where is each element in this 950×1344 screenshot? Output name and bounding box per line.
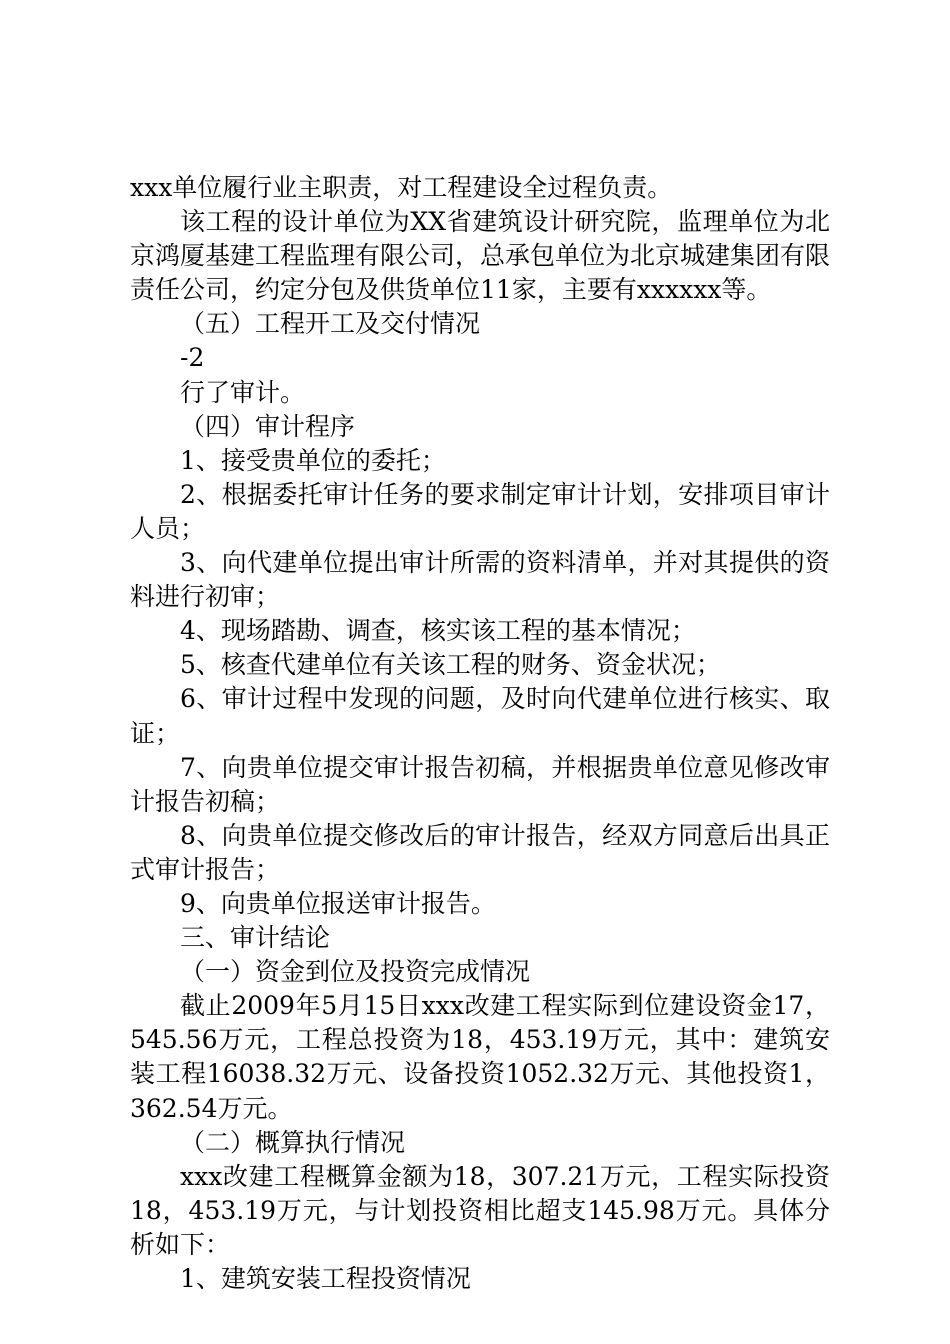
heading-budget-execution: （二）概算执行情况 (180, 1127, 406, 1157)
procedure-step-6: 6、审计过程中发现的问题，及时向代建单位进行核实、取证； (130, 684, 830, 748)
procedure-step-7: 7、向贵单位提交审计报告初稿，并根据贵单位意见修改审计报告初稿； (130, 752, 830, 816)
procedure-step-4: 4、现场踏勘、调查，核实该工程的基本情况； (180, 616, 696, 646)
heading-start-delivery: （五）工程开工及交付情况 (180, 309, 481, 339)
heading-audit-conclusion: 三、审计结论 (180, 923, 331, 953)
procedure-step-3: 3、向代建单位提出审计所需的资料清单，并对其提供的资料进行初审； (130, 548, 830, 612)
procedure-step-1: 1、接受贵单位的委托； (180, 445, 446, 475)
procedure-step-5: 5、核查代建单位有关该工程的财务、资金状况； (180, 650, 721, 680)
procedure-step-2: 2、根据委托审计任务的要求制定审计计划，安排项目审计人员； (130, 479, 830, 543)
document-body (130, 171, 830, 1296)
procedure-step-9: 9、向贵单位报送审计报告。 (180, 888, 496, 918)
paragraph-budget-detail: xxx改建工程概算金额为18，307.21万元，工程实际投资18，453.19万元，与计划投资相比超支145.98万元。具体分析如下： (130, 1161, 830, 1259)
heading-construction-investment: 1、建筑安装工程投资情况 (180, 1264, 471, 1293)
paragraph-funds-detail: 截止2009年5月15日xxx改建工程实际到位建设资金17，545.56万元，工程总投资为18，453.19万元，其中：建筑安装工程16038.32万元、设备投资1052.32万元、其他投资1，362.54万元。 (130, 991, 830, 1123)
heading-audit-procedure: （四）审计程序 (180, 411, 356, 441)
page-number: -2 (180, 343, 205, 373)
procedure-step-8: 8、向贵单位提交修改后的审计报告，经双方同意后出具正式审计报告； (130, 820, 830, 884)
paragraph-units: 该工程的设计单位为XX省建筑设计研究院，监理单位为北京鸿厦基建工程监理有限公司，总承包单位为北京城建集团有限责任公司，约定分包及供货单位11家，主要有xxxxxx等。 (130, 207, 831, 305)
paragraph-audit-done: 行了审计。 (180, 377, 306, 407)
heading-funds-investment: （一）资金到位及投资完成情况 (180, 957, 531, 987)
paragraph-owner-duty: xxx单位履行业主职责，对工程建设全过程负责。 (130, 173, 673, 202)
